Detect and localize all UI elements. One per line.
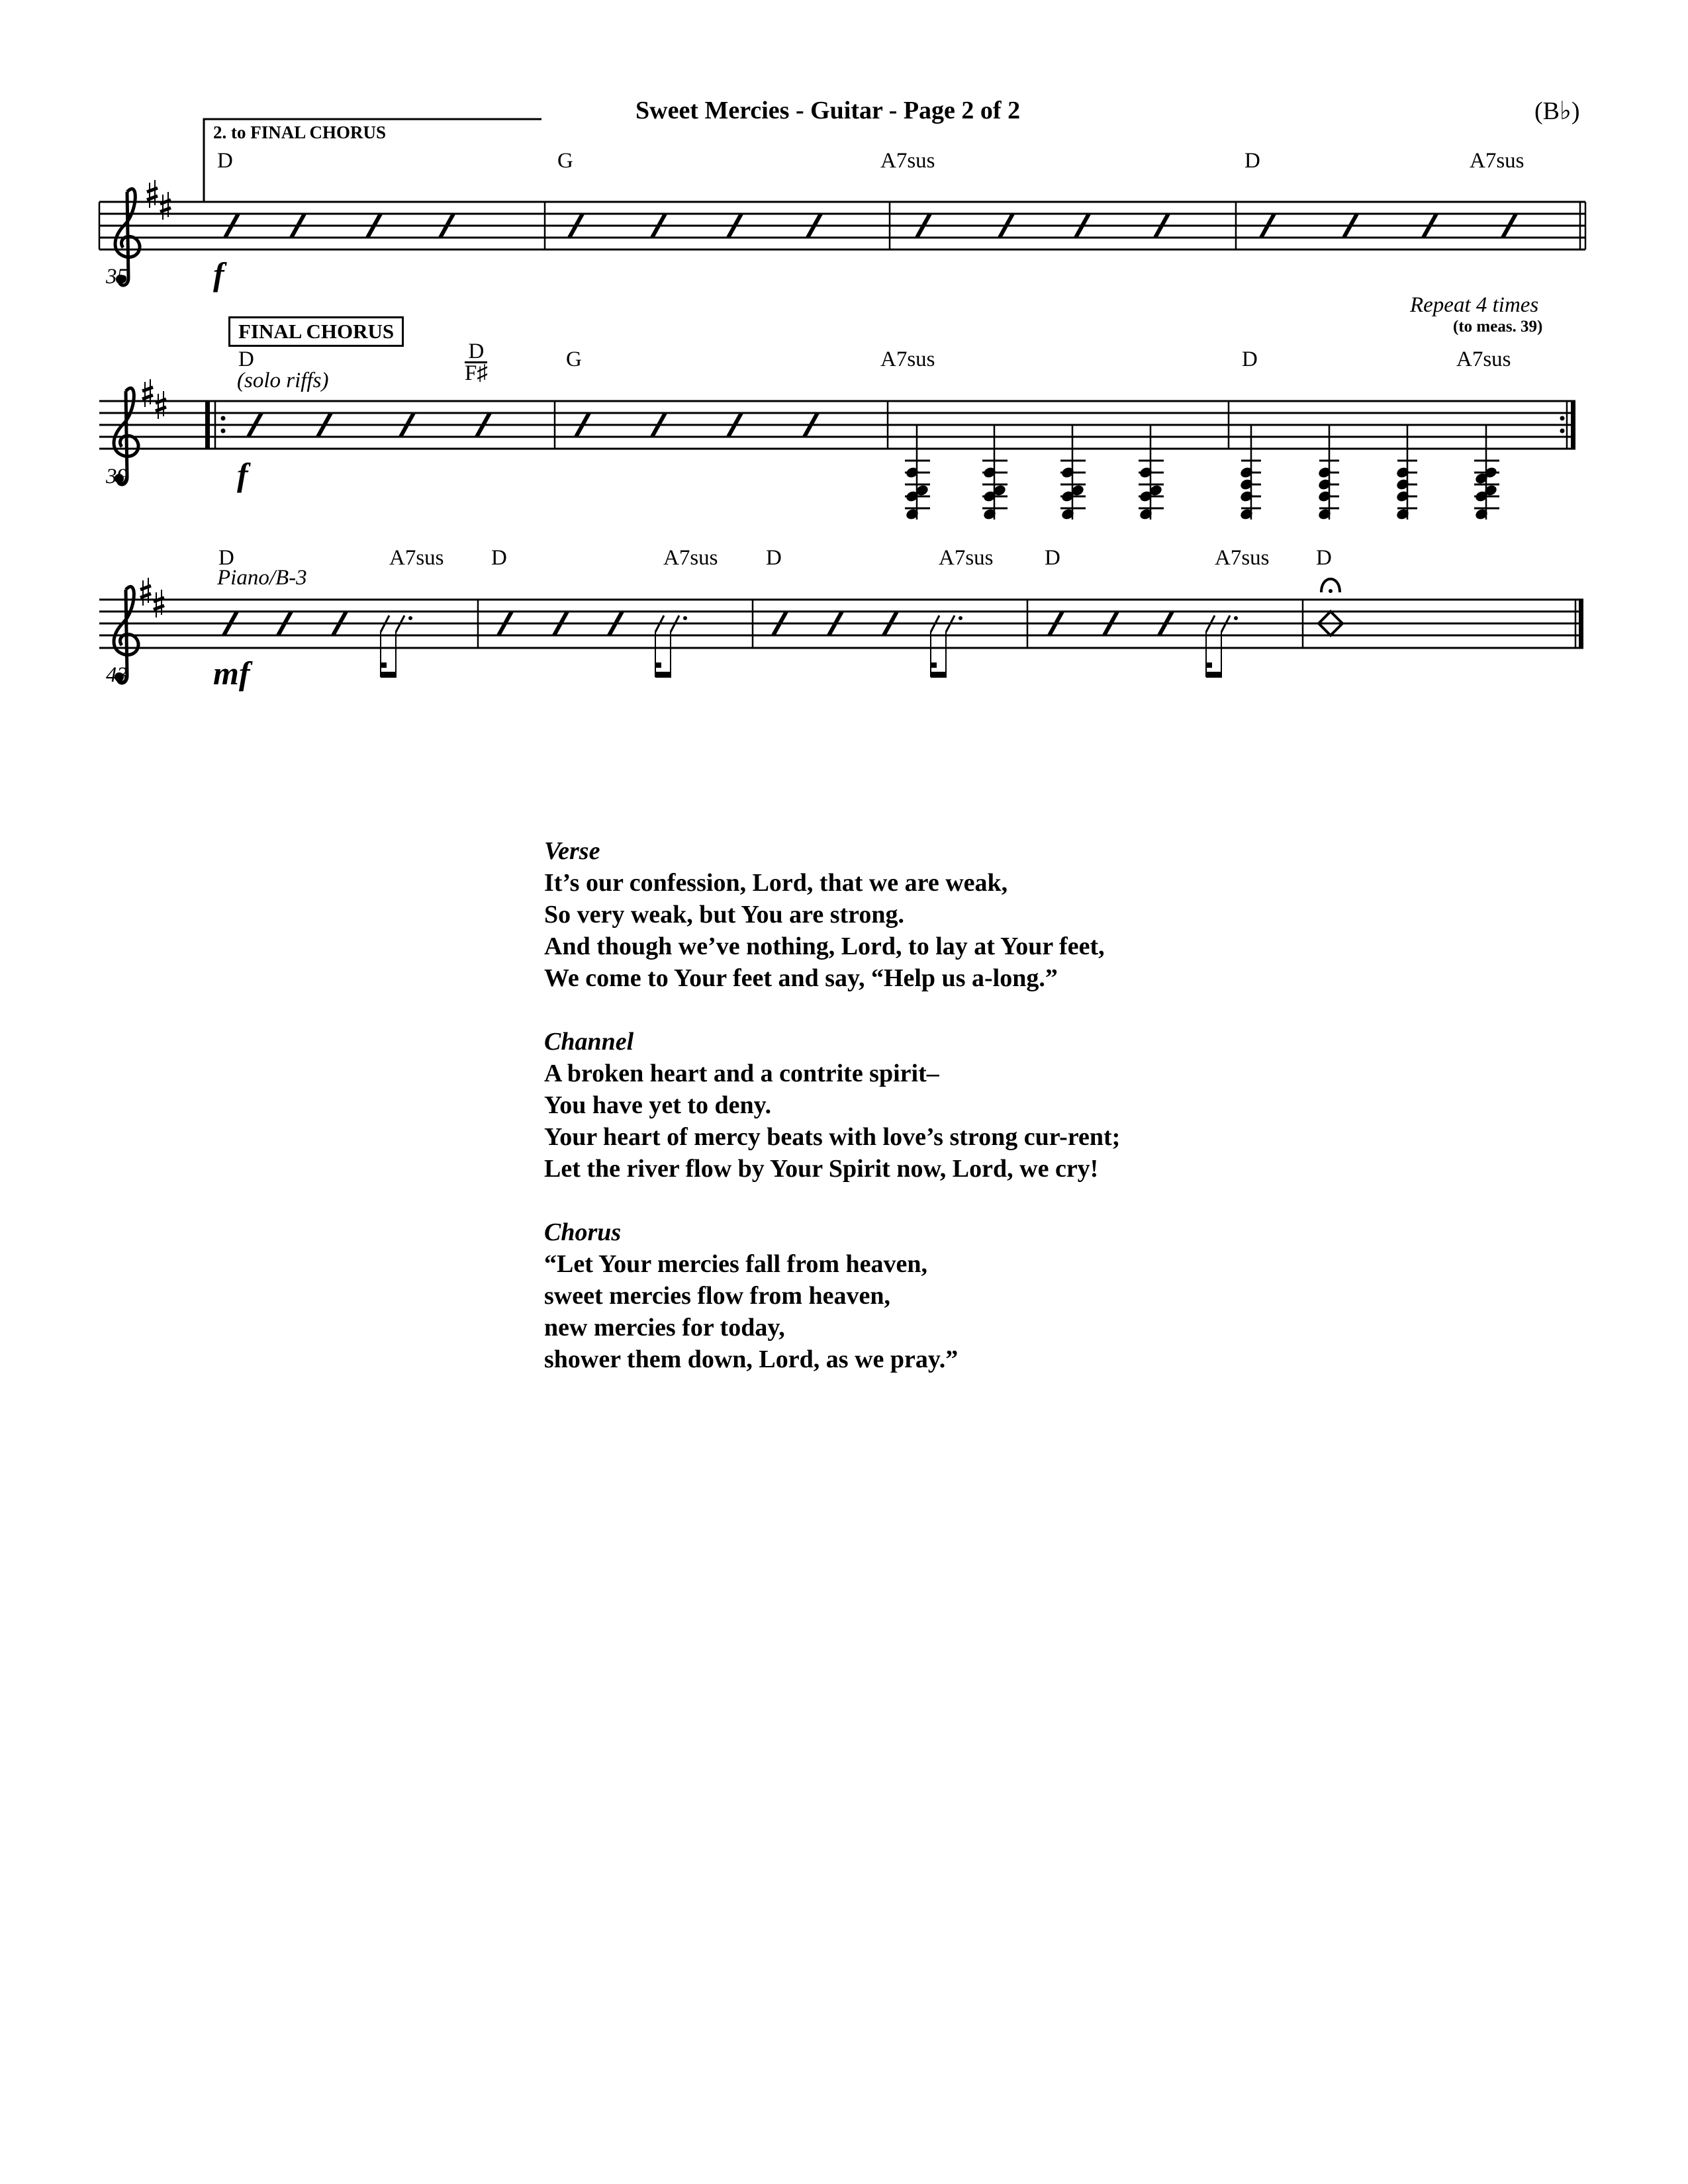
chord-symbol: D bbox=[238, 347, 254, 371]
lyric-line: So very weak, but You are strong. bbox=[544, 901, 904, 929]
chord-symbol: A7sus bbox=[1456, 347, 1511, 371]
lyric-line: Let the river flow by Your Spirit now, Lord, we cry! bbox=[544, 1155, 1099, 1183]
chord-symbol: A7sus bbox=[1470, 149, 1524, 173]
measure-number: 39 bbox=[106, 465, 128, 488]
chord-symbol: D bbox=[1242, 347, 1258, 371]
measure-number: 35 bbox=[106, 265, 128, 289]
chord-symbol: D bbox=[491, 546, 507, 570]
dynamic-marking: mf bbox=[213, 655, 250, 692]
lyric-line: Your heart of mercy beats with love’s strong cur-rent; bbox=[544, 1123, 1121, 1151]
chord-symbol: D bbox=[1244, 149, 1260, 173]
lyric-line: shower them down, Lord, as we pray.” bbox=[544, 1345, 959, 1373]
lyric-line: It’s our confession, Lord, that we are weak, bbox=[544, 869, 1008, 897]
chord-symbol: A7sus bbox=[939, 546, 994, 570]
lyrics-section-chorus bbox=[544, 1216, 1120, 1375]
slash-chord-bottom: F♯ bbox=[465, 361, 488, 385]
section-title: Verse bbox=[544, 837, 600, 865]
chord-symbol: A7sus bbox=[663, 546, 718, 570]
repeat-target: (to meas. 39) bbox=[1453, 318, 1543, 336]
lyric-line: new mercies for today, bbox=[544, 1314, 785, 1342]
chord-symbol: A7sus bbox=[880, 347, 935, 371]
chord-symbol: D bbox=[218, 546, 234, 570]
chord-symbol: D bbox=[1045, 546, 1060, 570]
repeat-instruction: Repeat 4 times bbox=[1410, 293, 1539, 317]
lyrics-section-verse bbox=[544, 835, 1120, 994]
performance-note: Piano/B-3 bbox=[217, 566, 307, 590]
page-title: Sweet Mercies - Guitar - Page 2 of 2 bbox=[635, 97, 1021, 124]
lyrics-block bbox=[544, 835, 1120, 1407]
lyric-line: A broken heart and a contrite spirit– bbox=[544, 1060, 939, 1087]
dynamic-marking: f bbox=[237, 456, 248, 493]
chord-symbol: A7sus bbox=[389, 546, 444, 570]
lyric-line: “Let Your mercies fall from heaven, bbox=[544, 1250, 928, 1278]
chord-symbol: A7sus bbox=[1215, 546, 1270, 570]
lyrics-section-channel bbox=[544, 1026, 1120, 1185]
chord-symbol: A7sus bbox=[880, 149, 935, 173]
chord-symbol: G bbox=[557, 149, 573, 173]
slash-chord-top: D bbox=[468, 340, 485, 363]
lyric-line: You have yet to deny. bbox=[544, 1091, 772, 1119]
lyric-line: And though we’ve nothing, Lord, to lay at Your feet, bbox=[544, 933, 1105, 960]
lyric-line: We come to Your feet and say, “Help us a-long.” bbox=[544, 964, 1058, 992]
chord-symbol: G bbox=[566, 347, 582, 371]
section-title: Chorus bbox=[544, 1218, 622, 1246]
staff-system-1 bbox=[99, 119, 1585, 285]
dynamic-marking: f bbox=[213, 255, 224, 293]
slash-chord bbox=[465, 341, 488, 383]
chord-symbol: D bbox=[1316, 546, 1332, 570]
key-indicator: (B♭) bbox=[1534, 97, 1580, 125]
lyric-line: sweet mercies flow from heaven, bbox=[544, 1282, 891, 1310]
measure-number: 43 bbox=[106, 663, 128, 687]
chord-symbol: D bbox=[766, 546, 782, 570]
ending-label: 2. to FINAL CHORUS bbox=[213, 122, 387, 142]
section-title: Channel bbox=[544, 1028, 634, 1056]
staff-system-3 bbox=[99, 578, 1583, 683]
performance-note: (solo riffs) bbox=[237, 369, 329, 392]
staff-system-2 bbox=[99, 379, 1575, 521]
chord-symbol: D bbox=[217, 149, 233, 173]
rehearsal-mark: FINAL CHORUS bbox=[228, 316, 404, 347]
